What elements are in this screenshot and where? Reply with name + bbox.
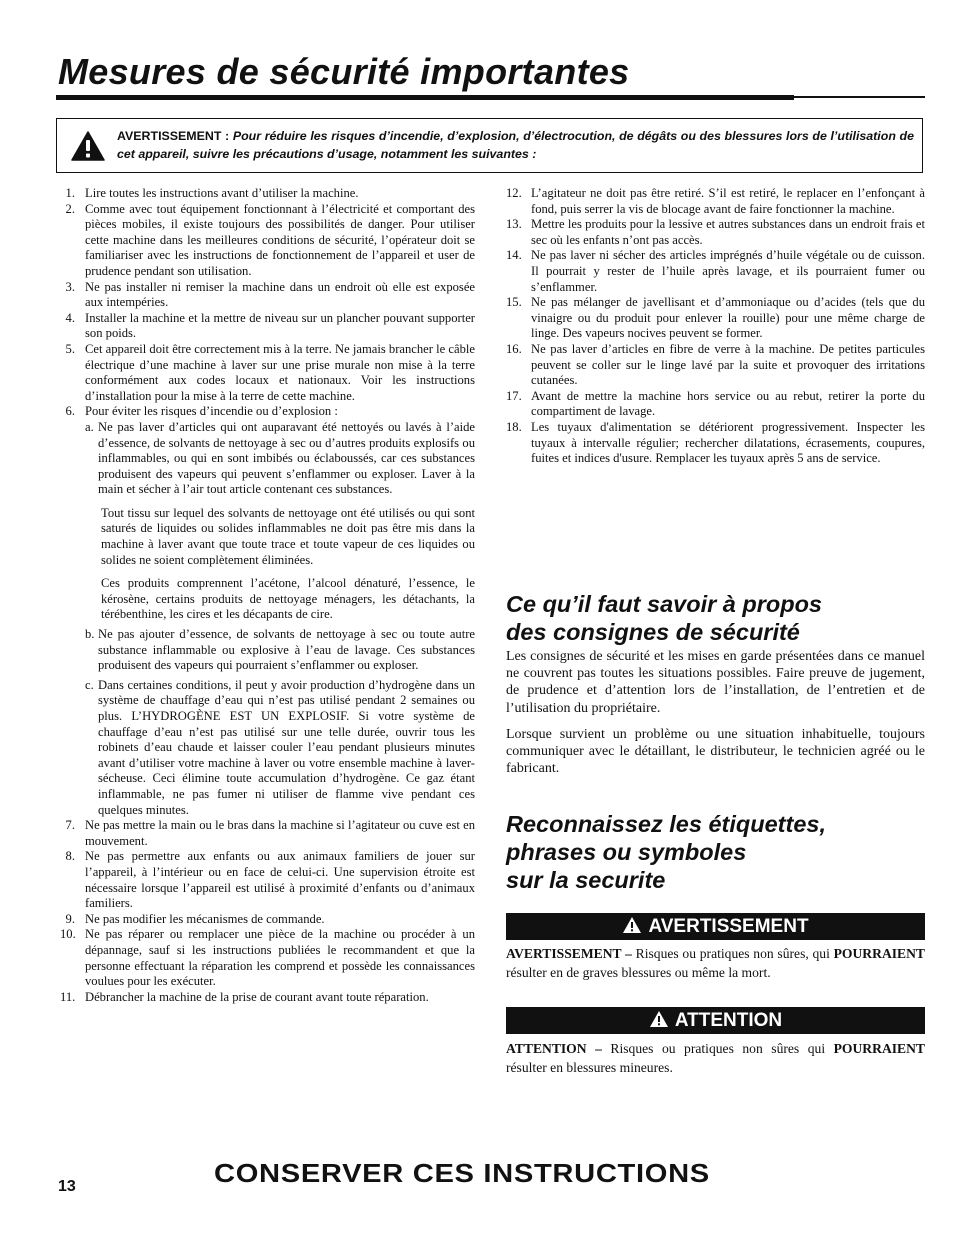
sub-item-b: b. Ne pas ajouter d’essence, de solvants de nettoyage à sec ou toute autre substance inflammable ou explosive à l’eau de lavage. Ces substances produisent des vapeurs qui pourraient s’enflammer ou exploser. [85,627,475,673]
avertissement-banner: AVERTISSEMENT [506,913,925,940]
list-item: 5. Cet appareil doit être correctement mis à la terre. Ne jamais brancher le câble électrique d’une machine à laver sur une prise murale non mise à la terre conformément aux codes locaux et nationaux. Voir les instructions d’installation pour la mise à la terre de cette machine. [65,341,475,403]
list-item: 11. Débrancher la machine de la prise de courant avant toute réparation. [60,989,429,1004]
warning-triangle-icon [71,131,105,161]
footer-title: CONSERVER CES INSTRUCTIONS [214,1158,710,1188]
attention-definition: ATTENTION – Risques ou pratiques non sûres qui POURRAIENT résulter en blessures mineures. [506,1041,925,1075]
warning-label: AVERTISSEMENT : [117,129,230,143]
sub-item-a: a. Ne pas laver d’articles qui ont auparavant été nettoyés ou lavés à l’aide d’essence, de solvants de nettoyage à sec ou d’autres produits explosifs ou inflammables, ou qui en sont imbibés ou éclaboussés, car ces substances produisent des vapeurs qui peuvent s’enflammer ou exploser. Laver à la main et sécher à l’air tout article contenant ces substances. [85,419,475,497]
list-item: 4. Installer la machine et la mettre de niveau sur un plancher pouvant supporter son poids. [65,310,475,341]
instructions-right-column [506,186,925,467]
warning-message: Pour réduire les risques d’incendie, d’explosion, d’électrocution, de dégâts ou des blessures lors de l’utilisation de cet appareil, suivre les précautions d’usage, notamment les suivantes : [117,129,914,161]
sub-item-c: c. Dans certaines conditions, il peut y avoir production d’hydrogène dans un système de chauffage d’eau qui n’est pas utilisé pendant 2 semaines ou plus. L’HYDROGÈNE EST UN EXPLOSIF. Si votre système de chauffage d’eau n’est pas utilisé sur une telle durée, ouvrir tous les robinets d’eau chaude et laisser couler l’eau pendant plusieurs minutes avant d’utiliser votre machine à laver ou votre ensemble machine à laver-sécheuse. Ceci élimine toute accumulation d’hydrogène. Ce gaz étant inflammable, ne pas fumer ni utiliser de flamme vive pendant ces quelques minutes. [85,677,475,817]
consignes-paragraph-2: Lorsque survient un problème ou une situation inhabituelle, toujours communiquer avec le détaillant, le distributeur, le technicien agréé ou le fabricant. [506,727,925,777]
sub-item-a-paragraph: Ces produits comprennent l’acétone, l’alcool dénaturé, l’essence, le kérosène, certains produits de nettoyage ménagers, les détachants, la térébenthine, les cires et les décapants de cire. [101,576,475,622]
title-rule-thin [794,96,925,98]
list-item: 2. Comme avec tout équipement fonctionnant à l’électricité et comportant des pièces mobiles, il existe toujours des possibilités de danger. Pour utiliser cette machine dans les meilleures conditions de sécurité, l’opérateur doit se familiariser avec les instructions de fonctionnement de l’appareil et user de prudence pendant son utilisation. [65,201,475,278]
sub-item-a-paragraph: Tout tissu sur lequel des solvants de nettoyage ont été utilisés ou qui sont saturés de liquides ou solides inflammables ne doit pas être mis dans la machine à laver avant que toute trace et toute vapeur de ces liquides ou solides ne soient complètement éliminées. [101,505,475,567]
symbols-heading: Reconnaissez les étiquettes, phrases ou symboles sur la securite [506,811,826,893]
list-item: 7. Ne pas mettre la main ou le bras dans la machine si l’agitateur ou cuve est en mouvement. [65,818,475,848]
warning-text [117,127,914,163]
list-item: 13. Mettre les produits pour la lessive et autres substances dans un endroit frais et sec où les enfants n’ont pas accès. [506,217,925,247]
title-rule [56,95,794,100]
consignes-paragraph-1: Les consignes de sécurité et les mises en garde présentées dans ce manuel ne couvrent pas toutes les situations possibles. Faire preuve de jugement, de prudence et d’attention lors de l’installation, de l’entretien et de l’utilisation du propriétaire. [506,649,925,716]
page-title: Mesures de sécurité importantes [58,51,630,92]
list-item: 10. Ne pas réparer ou remplacer une pièce de la machine ou procéder à un dépannage, sauf si les instructions publiées le recommandent et que la personne effectuant la réparation les comprend et possède les connaissances voulues pour les exécuter. [60,927,475,989]
list-item: 8. Ne pas permettre aux enfants ou aux animaux familiers de jouer sur l’appareil, à l’intérieur ou en face de celui-ci. Une supervision étroite est nécessaire lorsque l’appareil est utilisé à proximité d’enfants ou d’animaux familiers. [65,849,475,911]
list-item: 12. L’agitateur ne doit pas être retiré. S’il est retiré, le replacer en l’enfonçant à fond, puis serrer la vis de blocage avant de faire fonctionner la machine. [506,186,925,216]
warning-triangle-icon [622,916,642,934]
page-number: 13 [58,1178,76,1195]
list-item: 18. Les tuyaux d'alimentation se détériorent progressivement. Inspecter les tuyaux à intervalle régulier; rechercher dilatations, écrasements, coupures, fuites et indices d'usure. Remplacer les tuyaux après 5 ans de service. [506,419,925,466]
list-item: 6. Pour éviter les risques d’incendie ou d’explosion : [65,404,338,419]
consignes-heading: Ce qu’il faut savoir à propos des consignes de sécurité [506,591,822,645]
list-item: 9. Ne pas modifier les mécanismes de commande. [65,911,325,926]
list-item: 15. Ne pas mélanger de javellisant et d’ammoniaque ou d’acides (tels que du vinaigre ou du produit pour enlever la rouille) pour une même charge de linge. Des vapeurs nocives peuvent se former. [506,295,925,341]
warning-triangle-icon [649,1010,669,1028]
warning-box [56,118,923,173]
list-item: 16. Ne pas laver d’articles en fibre de verre à la machine. De petites particules peuvent se coller sur le linge lavé par la suite et provoquer des irritations cutanées. [506,341,925,388]
list-item: 3. Ne pas installer ni remiser la machine dans un endroit où elle est exposée aux intempéries. [65,279,475,310]
instructions-left-column [60,186,475,1005]
list-item: 1. Lire toutes les instructions avant d’utiliser la machine. [65,186,359,200]
attention-banner: ATTENTION [506,1007,925,1034]
list-item: 14. Ne pas laver ni sécher des articles imprégnés d’huile végétale ou de cuisson. Il pourrait y rester de l’huile après lavage, et ils pourraient fumer ou s’enflammer. [506,248,925,294]
avertissement-definition: AVERTISSEMENT – Risques ou pratiques non sûres, qui POURRAIENT résulter en de graves blessures ou même la mort. [506,946,925,980]
list-item: 17. Avant de mettre la machine hors service ou au rebut, retirer la porte du compartiment de lavage. [506,388,925,419]
